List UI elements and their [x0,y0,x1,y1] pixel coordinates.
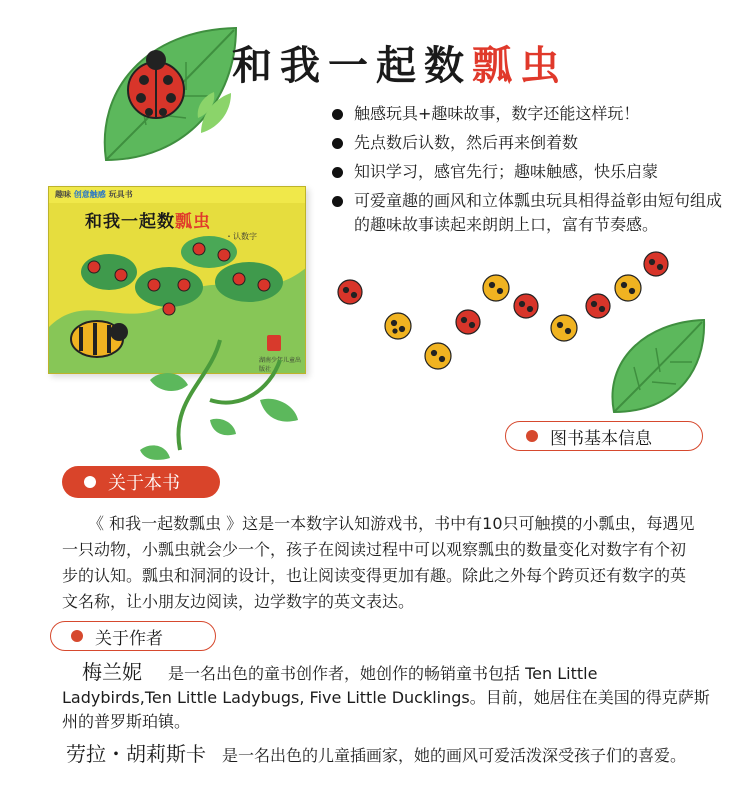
section-header-about-author: 关于作者 [50,621,216,651]
feature-item: 触感玩具+趣味故事，数字还能这样玩！ [330,102,730,126]
cover-series: 趣味 创意触感 玩具书 [55,190,133,199]
feature-item: 先点数后认数，然后再来倒着数 [330,131,730,155]
about-book-text: 《 和我一起数瓢虫 》这是一本数字认知游戏书，书中有10只可触摸的小瓢虫，每遇见一只动物，小瓢虫就会少一个，孩子在阅读过程中可以观察瓢虫的数量变化对数字有个初步的认知。瓢虫和洞洞的设计，也让阅读变得更加有趣。除此之外每个跨页还有数字的英文名称，让小朋友边阅读，边学数字的英文表达。 [62,514,695,611]
vine-illustration [110,340,320,470]
feature-item: 可爱童趣的画风和立体瓢虫玩具相得益彰由短句组成的趣味故事读起来朗朗上口，富有节奏感。 [330,189,730,237]
author-bio: 是一名出色的儿童插画家，她的画风可爱活泼深受孩子们的喜爱。 [222,746,687,765]
author-bio: 是一名出色的童书创作者，她创作的畅销童书包括 Ten Little Ladybirds,Ten Little Ladybugs, Five Little Ducklings。目前，她居住在美国的得克萨斯州的普罗斯珀镇。 [62,664,710,731]
author-name: 劳拉・胡莉斯卡 [66,742,206,766]
author-name: 梅兰妮 [82,660,142,684]
dot-icon [526,430,538,442]
cover-subtitle: ・认数字 [225,232,257,241]
cover-title: 和我一起数瓢虫 [85,212,211,232]
author-entry [62,742,712,768]
leaf-illustration [604,312,714,422]
dot-icon [84,476,96,488]
cover-publisher: 湖南少年儿童出版社 [259,357,302,373]
author-entry [62,660,712,734]
book-info-button[interactable]: 图书基本信息 [505,421,703,451]
section-header-about-book: 关于本书 [62,466,220,498]
small-leaves-icon [196,88,236,138]
feature-list [330,102,730,242]
dot-icon [71,630,83,642]
page-title: 和我一起数瓢虫 [232,43,568,89]
feature-item: 知识学习，感官先行；趣味触感，快乐启蒙 [330,160,730,184]
